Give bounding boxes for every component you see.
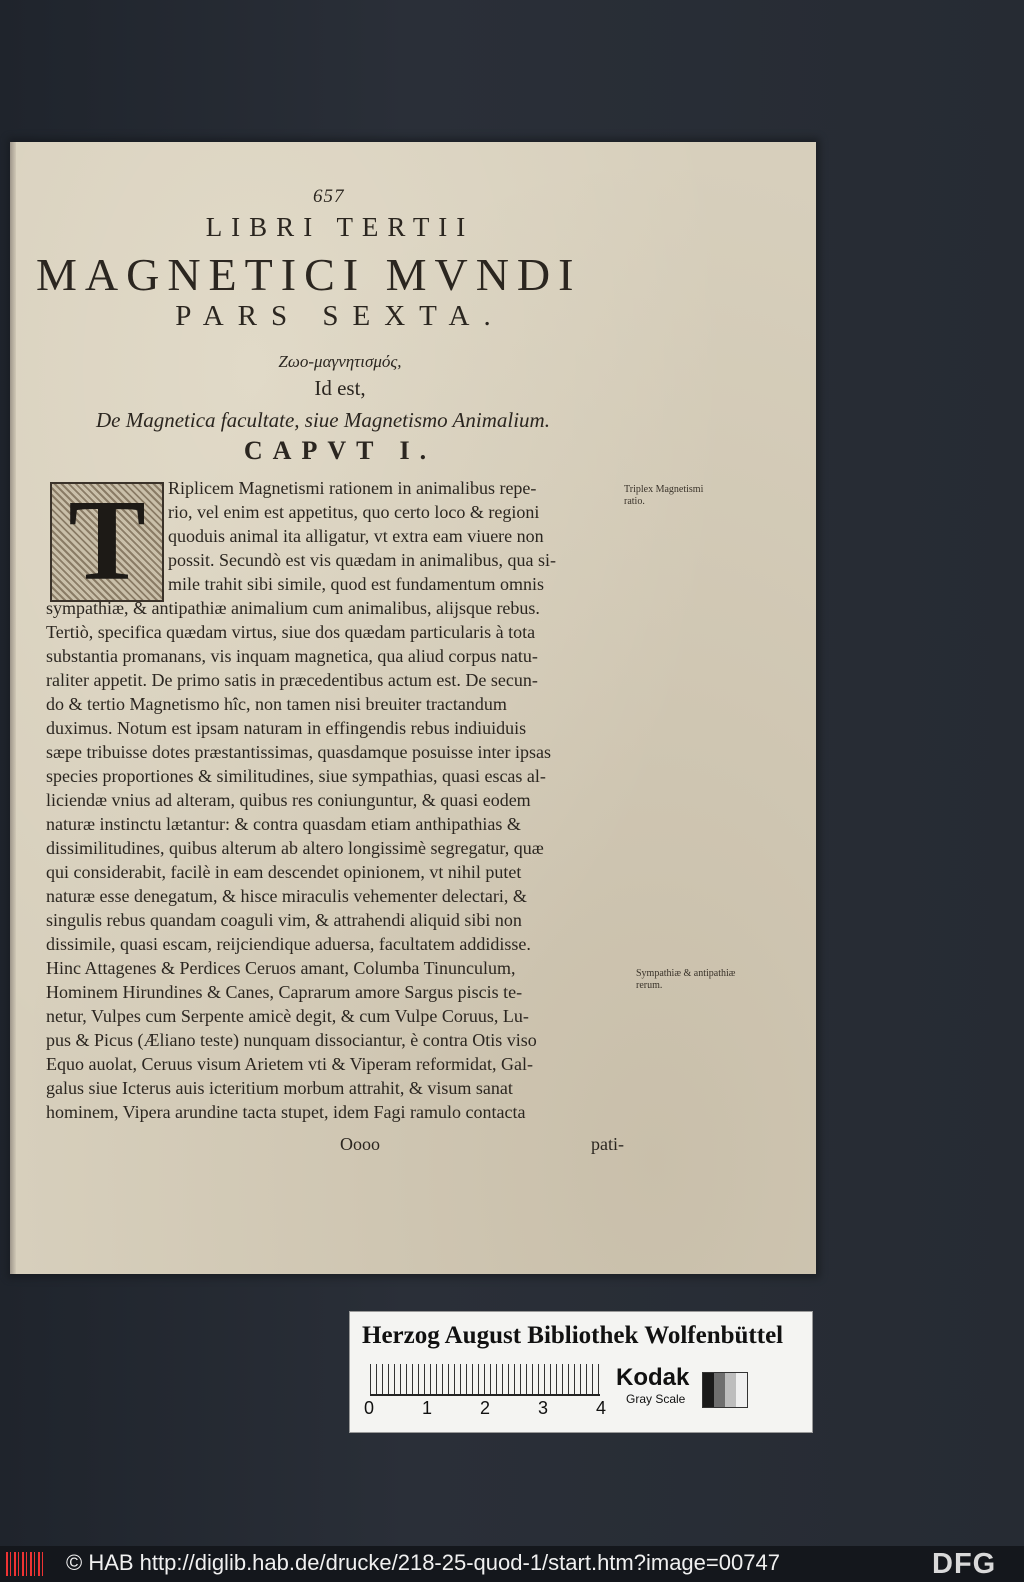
margin-note-triplex: Triplex Magnetismi ratio. xyxy=(624,484,704,507)
text-line: liciendæ vnius ad alteram, quibus res coniunguntur, & quasi eodem xyxy=(46,790,531,810)
barcode-icon xyxy=(6,1552,46,1576)
heading-pars-sexta: PARS SEXTA. xyxy=(175,300,505,332)
text-line: netur, Vulpes cum Serpente amicè degit, & cum Vulpe Coruus, Lu- xyxy=(46,1006,529,1026)
text-line: Equo auolat, Ceruus visum Arietem vti & Viperam reformidat, Gal- xyxy=(46,1054,533,1074)
text-line: galus siue Icterus auis icteritium morbum attrahit, & visum sanat xyxy=(46,1078,513,1098)
text-line: Hinc Attagenes & Perdices Ceruos amant, Columba Tinunculum, xyxy=(46,958,516,978)
ruler-baseline xyxy=(370,1394,600,1396)
text-line: hominem, Vipera arundine tacta stupet, idem Fagi ramulo contacta xyxy=(46,1102,526,1122)
id-est-line: Id est, xyxy=(314,376,366,400)
text-line: sæpe tribuisse dotes præstantissimas, quasdamque posuisse inter ipsas xyxy=(46,742,551,762)
initial-letter: T xyxy=(68,477,146,605)
library-name: Herzog August Bibliothek Wolfenbüttel xyxy=(362,1322,784,1349)
ruler-number: 3 xyxy=(538,1398,549,1418)
copyright-link[interactable]: © HAB http://diglib.hab.de/drucke/218-25-quod-1/start.htm?image=00747 xyxy=(66,1550,780,1575)
text-line: duximus. Notum est ipsam naturam in effingendis rebus indiuiduis xyxy=(46,718,527,738)
gray-scale-label: Gray Scale xyxy=(626,1392,686,1406)
text-line: do & tertio Magnetismo hîc, non tamen nisi breuiter tractandum xyxy=(46,694,507,714)
text-line: Tertiò, specifica quædam virtus, siue dos quædam particularis à tota xyxy=(46,622,536,642)
book-page xyxy=(10,142,816,1274)
heading-magnetici-mundi: MAGNETICI MVNDI xyxy=(36,249,582,300)
decorated-initial xyxy=(50,477,164,605)
signature-mark: Oooo xyxy=(340,1134,380,1154)
gray-step xyxy=(714,1373,725,1407)
text-line: Hominem Hirundines & Canes, Caprarum amore Sargus piscis te- xyxy=(46,982,523,1002)
text-line: Riplicem Magnetismi rationem in animalibus repe- xyxy=(168,478,537,498)
text-line: pus & Picus (Æliano teste) nunquam dissociantur, è contra Otis viso xyxy=(46,1030,537,1050)
text-line: raliter appetit. De primo satis in præcedentibus actum est. De secun- xyxy=(46,670,538,690)
text-line: naturæ esse denegatum, & hisce miraculis vehementer delectari, & xyxy=(46,886,527,906)
ruler-number: 0 xyxy=(364,1398,375,1418)
text-line: species proportiones & similitudines, siue sympathias, quasi escas al- xyxy=(46,766,546,786)
text-line: naturæ instinctu lætantur: & contra quasdam etiam anthipathias & xyxy=(46,814,521,834)
gray-scale-patch xyxy=(702,1372,748,1408)
de-magnetica-subtitle: De Magnetica facultate, siue Magnetismo Animalium. xyxy=(96,408,550,432)
ruler-number: 4 xyxy=(596,1398,607,1418)
text-line: qui considerabit, facilè in eam descendet opinionem, vt nihil putet xyxy=(46,862,522,882)
gray-step xyxy=(703,1373,714,1407)
text-line: mile trahit sibi simile, quod est fundamentum omnis xyxy=(168,574,544,594)
kodak-logo: Kodak xyxy=(616,1364,690,1391)
text-line: substantia promanans, vis inquam magnetica, qua aliud corpus natu- xyxy=(46,646,538,666)
footer-bar xyxy=(0,1546,1024,1582)
chapter-heading: CAPVT I. xyxy=(243,436,437,465)
page-number: 657 xyxy=(313,186,345,207)
text-line: sympathiæ, & antipathiæ animalium cum animalibus, alijsque rebus. xyxy=(46,598,540,618)
ruler-number: 1 xyxy=(422,1398,433,1418)
catchword: pati- xyxy=(591,1134,624,1154)
gray-step xyxy=(736,1373,747,1407)
library-color-card xyxy=(349,1311,813,1433)
margin-note-sympathiae: Sympathiæ & antipathiæ rerum. xyxy=(636,968,736,991)
greek-subtitle: Ζωο-μαγνητισμός, xyxy=(278,352,402,371)
ruler-scale xyxy=(370,1364,600,1394)
text-line: possit. Secundò est vis quædam in animalibus, qua si- xyxy=(168,550,556,570)
heading-libri-tertii: LIBRI TERTII xyxy=(205,212,475,242)
text-line: singulis rebus quandam coaguli vim, & attrahendi aliquid sibi non xyxy=(46,910,522,930)
text-line: rio, vel enim est appetitus, quo certo loco & regioni xyxy=(168,502,540,522)
gray-step xyxy=(725,1373,736,1407)
ruler-numbers xyxy=(364,1398,654,1419)
dfg-logo: DFG xyxy=(932,1548,997,1580)
text-line: dissimilitudines, quibus alterum ab altero longissimè segregatur, quæ xyxy=(46,838,544,858)
text-line: quoduis animal ita alligatur, vt extra eam viuere non xyxy=(168,526,544,546)
text-line: dissimile, quasi escam, reijciendique aduersa, facultatem addidisse. xyxy=(46,934,531,954)
ruler-number: 2 xyxy=(480,1398,491,1418)
